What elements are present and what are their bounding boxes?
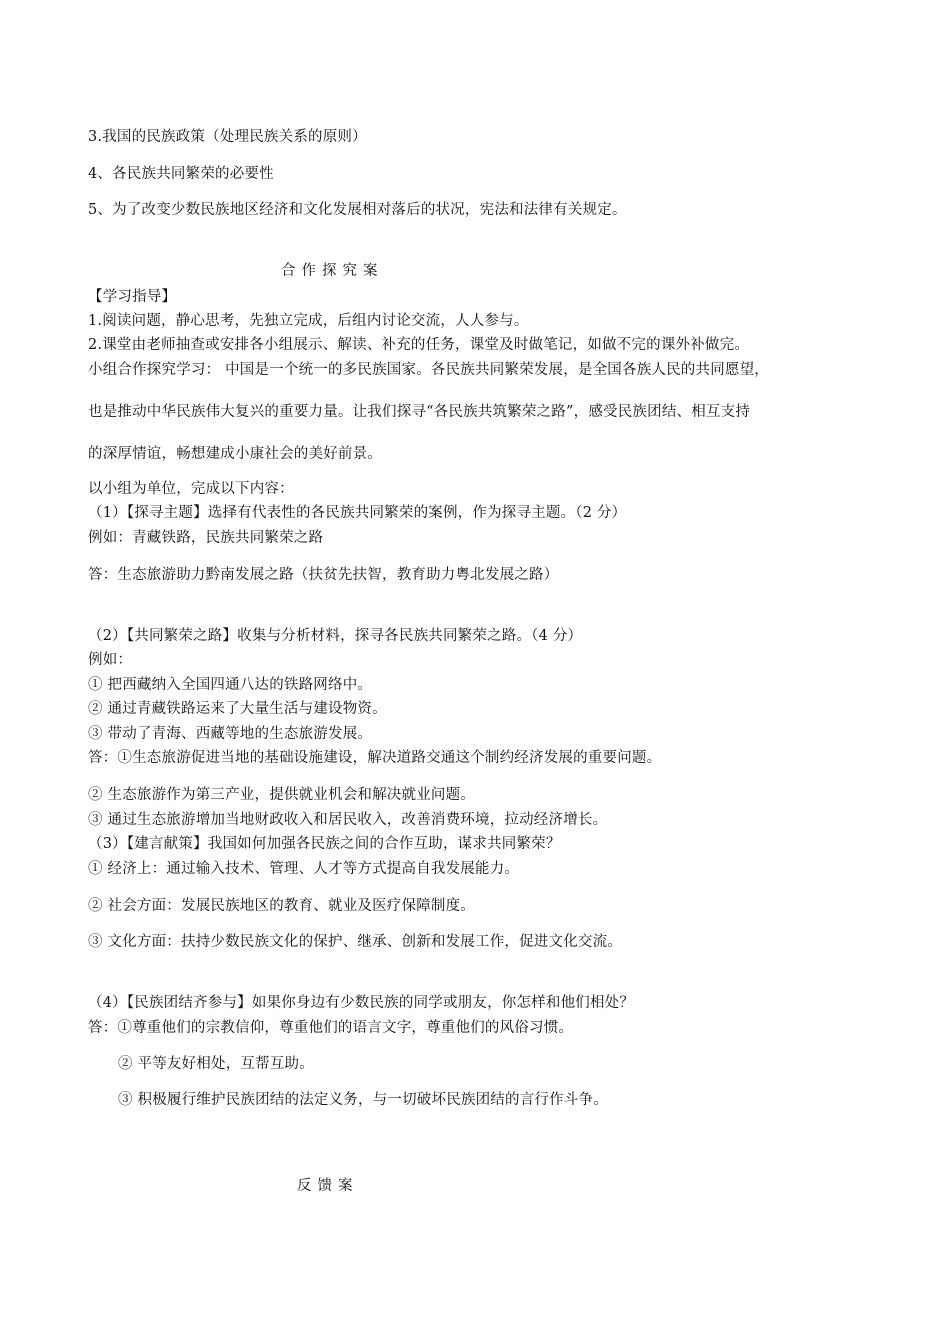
outline-item-3: 3.我国的民族政策（处理民族关系的原则） xyxy=(88,129,367,145)
question-2-answer-1: 答：①生态旅游促进当地的基础设施建设，解决道路交通这个制约经济发展的重要问题。 xyxy=(88,750,662,766)
intro-paragraph-line-2: 也是推动中华民族伟大复兴的重要力量。让我们探寻“各民族共筑繁荣之路”，感受民族团结、相互支持 xyxy=(88,404,751,420)
question-2-answer-3: ③ 通过生态旅游增加当地财政收入和居民收入，改善消费环境，拉动经济增长。 xyxy=(88,812,608,828)
outline-item-4: 4、各民族共同繁荣的必要性 xyxy=(88,166,274,182)
question-1-example: 例如：青藏铁路，民族共同繁荣之路 xyxy=(88,530,324,546)
section-heading-feedback: 反馈案 xyxy=(297,1178,359,1194)
question-4-answer-1: 答：①尊重他们的宗教信仰，尊重他们的语言文字，尊重他们的风俗习惯。 xyxy=(88,1020,574,1036)
intro-paragraph-line-3: 的深厚情谊，畅想建成小康社会的美好前景。 xyxy=(88,446,382,462)
study-guide-item-2: 2.课堂由老师抽查或安排各小组展示、解读、补充的任务，课堂及时做笔记，如做不完的课外补做完。 xyxy=(88,337,750,353)
question-3-answer-1: ① 经济上：通过输入技术、管理、人才等方式提高自我发展能力。 xyxy=(88,861,520,877)
group-task-intro: 以小组为单位，完成以下内容： xyxy=(88,481,294,497)
intro-paragraph-line-1: 小组合作探究学习： 中国是一个统一的多民族国家。各民族共同繁荣发展，是全国各族人民的共同愿望， xyxy=(88,362,770,378)
question-2-example-3: ③ 带动了青海、西藏等地的生态旅游发展。 xyxy=(88,726,373,742)
question-4-answer-3: ③ 积极履行维护民族团结的法定义务，与一切破坏民族团结的言行作斗争。 xyxy=(118,1092,608,1108)
question-3-answer-3: ③ 文化方面：扶持少数民族文化的保护、继承、创新和发展工作，促进文化交流。 xyxy=(88,934,623,950)
question-3: （3）【建言献策】我国如何加强各民族之间的合作互助，谋求共同繁荣？ xyxy=(88,836,561,852)
question-1: （1）【探寻主题】选择有代表性的各民族共同繁荣的案例，作为探寻主题。（2 分） xyxy=(88,505,627,521)
question-4: （4）【民族团结齐参与】如果你身边有少数民族的同学或朋友，你怎样和他们相处？ xyxy=(88,995,635,1011)
section-heading-cooperation: 合作探究案 xyxy=(281,263,384,279)
study-guide-item-1: 1.阅读问题，静心思考，先独立完成，后组内讨论交流，人人参与。 xyxy=(88,313,529,329)
question-3-answer-2: ② 社会方面：发展民族地区的教育、就业及医疗保障制度。 xyxy=(88,898,476,914)
question-2: （2）【共同繁荣之路】收集与分析材料，探寻各民族共同繁荣之路。（4 分） xyxy=(88,628,583,644)
question-2-example-label: 例如： xyxy=(88,652,133,668)
study-guide-heading: 【学习指导】 xyxy=(88,289,177,305)
outline-item-5: 5、为了改变少数民族地区经济和文化发展相对落后的状况，宪法和法律有关规定。 xyxy=(88,202,627,218)
question-4-answer-2: ② 平等友好相处，互帮互助。 xyxy=(118,1056,314,1072)
question-2-example-2: ② 通过青藏铁路运来了大量生活与建设物资。 xyxy=(88,701,387,717)
question-2-answer-2: ② 生态旅游作为第三产业，提供就业机会和解决就业问题。 xyxy=(88,787,476,803)
question-1-answer: 答：生态旅游助力黔南发展之路（扶贫先扶智，教育助力粤北发展之路） xyxy=(88,567,559,583)
question-2-example-1: ① 把西藏纳入全国四通八达的铁路网络中。 xyxy=(88,677,373,693)
